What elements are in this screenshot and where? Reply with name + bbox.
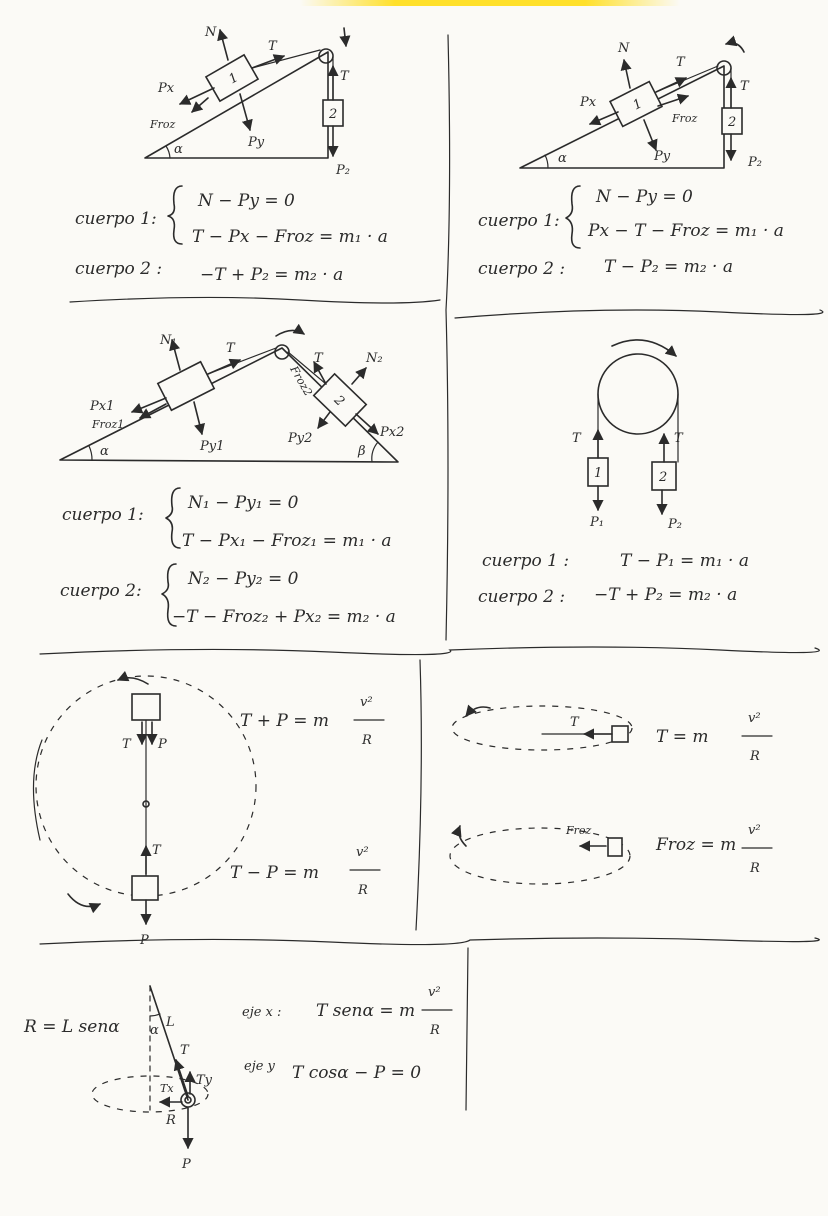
label-alpha: α — [100, 444, 109, 459]
block-1 — [158, 362, 214, 411]
angle-arc — [150, 1014, 160, 1016]
mass-top — [612, 726, 628, 742]
frac-bottom-den: R — [750, 861, 760, 876]
arrow-Froz1 — [140, 404, 166, 418]
label-body1: 1 — [226, 70, 242, 88]
label-T: T — [676, 55, 685, 70]
label-N: N — [618, 41, 630, 56]
arrow-Px — [590, 112, 618, 124]
arrow-motion — [344, 28, 346, 46]
eq-top: T + P = m — [240, 711, 330, 731]
eq2-label: cuerpo 2 : — [478, 587, 566, 607]
eq1: N − Py = 0 — [198, 191, 295, 211]
arrow-N2 — [352, 368, 366, 384]
label-Py: Py — [654, 149, 671, 164]
angle-arc-beta — [372, 442, 378, 462]
label-alpha: α — [150, 1023, 159, 1038]
label-T-top: T — [122, 737, 131, 752]
motion-curve-left — [33, 740, 42, 840]
label-T: T — [268, 39, 277, 54]
eq2: T − Px₁ − Froz₁ = m₁ · a — [182, 531, 392, 551]
frac-num: v² — [428, 985, 441, 1000]
frac-top-den: R — [750, 749, 760, 764]
pulley — [598, 354, 678, 434]
label-T: T — [226, 341, 235, 356]
frac-bottom-den: R — [358, 883, 368, 898]
eq1: N₁ − Py₁ = 0 — [188, 493, 299, 513]
label-P2: P₂ — [668, 517, 682, 532]
eqy-label: eje y — [244, 1059, 275, 1074]
eq3: −T + P₂ = m₂ · a — [200, 265, 344, 285]
panel-vertical-circle — [33, 676, 384, 948]
label-Py: Py — [248, 135, 265, 150]
eq1: T − P₁ = m₁ · a — [620, 551, 749, 571]
label-P2: P₂ — [336, 163, 350, 178]
label-P2: P₂ — [748, 155, 762, 170]
label-Tx: Tx — [160, 1082, 174, 1095]
label-body2: 2 — [728, 115, 737, 130]
label-T1: T — [572, 431, 581, 446]
eq3: T − P₂ = m₂ · a — [604, 257, 733, 277]
side-note: R = L senα — [24, 1017, 120, 1037]
label-body2: 2 — [329, 107, 338, 122]
label-Froz1: Froz1 — [92, 418, 125, 431]
arrow-T — [656, 78, 686, 92]
circular-path-top — [452, 706, 632, 750]
angle-arc-alpha — [89, 446, 92, 460]
label-T: T — [570, 715, 579, 730]
label-T2: T — [740, 79, 749, 94]
body1-label: cuerpo 1: — [75, 209, 157, 229]
arrow-motion — [612, 340, 676, 356]
label-body2: 2 — [330, 392, 348, 410]
panel-double-incline — [60, 330, 404, 627]
eq-bottom: T − P = m — [230, 863, 320, 883]
brace — [566, 186, 580, 248]
arrow-motion — [276, 330, 304, 336]
eq3: N₂ − Py₂ = 0 — [188, 569, 299, 589]
label-alpha: α — [558, 151, 567, 166]
label-T2: T — [314, 351, 323, 366]
arrow-motion-bottom — [68, 894, 100, 906]
label-T-bottom: T — [152, 843, 161, 858]
mass-top — [132, 694, 160, 720]
label-Py1: Py1 — [200, 439, 225, 454]
angle-arc — [545, 155, 548, 168]
label-N: N — [205, 25, 217, 40]
panel-horizontal-circle — [450, 706, 772, 884]
label-body1: 1 — [630, 96, 645, 114]
panel-incline-hanging-1 — [75, 25, 388, 285]
arrow-Froz — [192, 98, 208, 112]
label-P1: P₁ — [590, 515, 604, 530]
eq2: T − Px − Froz = m₁ · a — [192, 227, 388, 247]
body1-label: cuerpo 1: — [478, 211, 560, 231]
label-Froz: Froz — [150, 118, 176, 131]
arrow-Px — [180, 88, 214, 104]
label-P-top: P — [158, 737, 167, 752]
arrow-motion-top — [466, 707, 490, 716]
arrow-Py1 — [194, 402, 202, 434]
divider-row3 — [40, 938, 819, 945]
eq1: N − Py = 0 — [596, 187, 693, 207]
body2-label: cuerpo 2 : — [478, 259, 566, 279]
frac-top-num: v² — [360, 695, 373, 710]
label-Px2: Px2 — [380, 425, 405, 440]
circular-path-bottom — [450, 828, 630, 884]
label-T: T — [180, 1043, 189, 1058]
label-Froz: Froz — [566, 824, 592, 837]
panel-atwood — [478, 340, 749, 607]
eq2: −T + P₂ = m₂ · a — [594, 585, 738, 605]
arrow-N — [220, 30, 228, 60]
eqx-label: eje x : — [242, 1005, 282, 1020]
arrow-T — [176, 1060, 188, 1096]
arrow-T — [252, 56, 284, 68]
label-Py2: Py2 — [288, 431, 313, 446]
arrow-Py2 — [318, 412, 330, 428]
brace-1 — [166, 488, 180, 548]
panel-conical-pendulum — [23, 985, 452, 1172]
frac-bottom-num: v² — [356, 845, 369, 860]
dividers — [40, 35, 823, 1110]
body2-label: cuerpo 2 : — [75, 259, 163, 279]
eq1-label: cuerpo 1 : — [482, 551, 570, 571]
label-body2: 2 — [659, 470, 668, 485]
label-body1: 1 — [594, 466, 603, 481]
label-Px: Px — [158, 81, 175, 96]
eqx: T senα = m — [316, 1001, 416, 1021]
arrow-motion-top — [118, 678, 148, 684]
mass-bottom — [608, 838, 622, 856]
label-beta: β — [358, 444, 366, 459]
label-P-bottom: P — [140, 933, 149, 948]
label-Px1: Px1 — [90, 399, 115, 414]
arrow-N — [624, 60, 630, 88]
label-P: P — [182, 1157, 191, 1172]
body1-label: cuerpo 1: — [62, 505, 144, 525]
label-N2: N₂ — [366, 351, 383, 366]
arrow-motion-bottom — [459, 826, 466, 846]
arrow-Py — [644, 120, 656, 150]
frac-bottom-num: v² — [748, 823, 761, 838]
label-Px: Px — [580, 95, 597, 110]
mass-bottom — [132, 876, 158, 900]
divider-row2 — [40, 647, 819, 655]
frac-top-num: v² — [748, 711, 761, 726]
label-T2: T — [340, 69, 349, 84]
label-Froz: Froz — [672, 112, 698, 125]
eq-top: T = m — [656, 727, 709, 747]
rope — [252, 50, 320, 68]
eq4: −T − Froz₂ + Px₂ = m₂ · a — [172, 607, 396, 627]
arrow-motion — [726, 43, 744, 52]
label-Froz2: Froz2 — [287, 363, 315, 399]
panel-incline-hanging-2 — [478, 41, 784, 279]
eq2: Px − T − Froz = m₁ · a — [588, 221, 784, 241]
frac-den: R — [430, 1023, 440, 1038]
body2-label: cuerpo 2: — [60, 581, 142, 601]
frac-top-den: R — [362, 733, 372, 748]
label-Ty: Ty — [196, 1073, 213, 1088]
label-R: R — [166, 1113, 176, 1128]
divider-vertical-top — [446, 35, 450, 640]
label-T2: T — [674, 431, 683, 446]
label-alpha: α — [174, 142, 183, 157]
divider-row1-right — [455, 310, 823, 318]
label-N1: N₁ — [160, 333, 177, 348]
eq-bottom: Froz = m — [656, 835, 737, 855]
label-L: L — [166, 1015, 175, 1030]
divider-vertical-mid — [416, 660, 421, 930]
eqy: T cosα − P = 0 — [292, 1063, 422, 1083]
angle-arc — [166, 146, 170, 158]
divider-row1-left — [70, 297, 440, 303]
divider-vertical-bottom — [466, 948, 468, 1110]
brace — [168, 186, 182, 244]
